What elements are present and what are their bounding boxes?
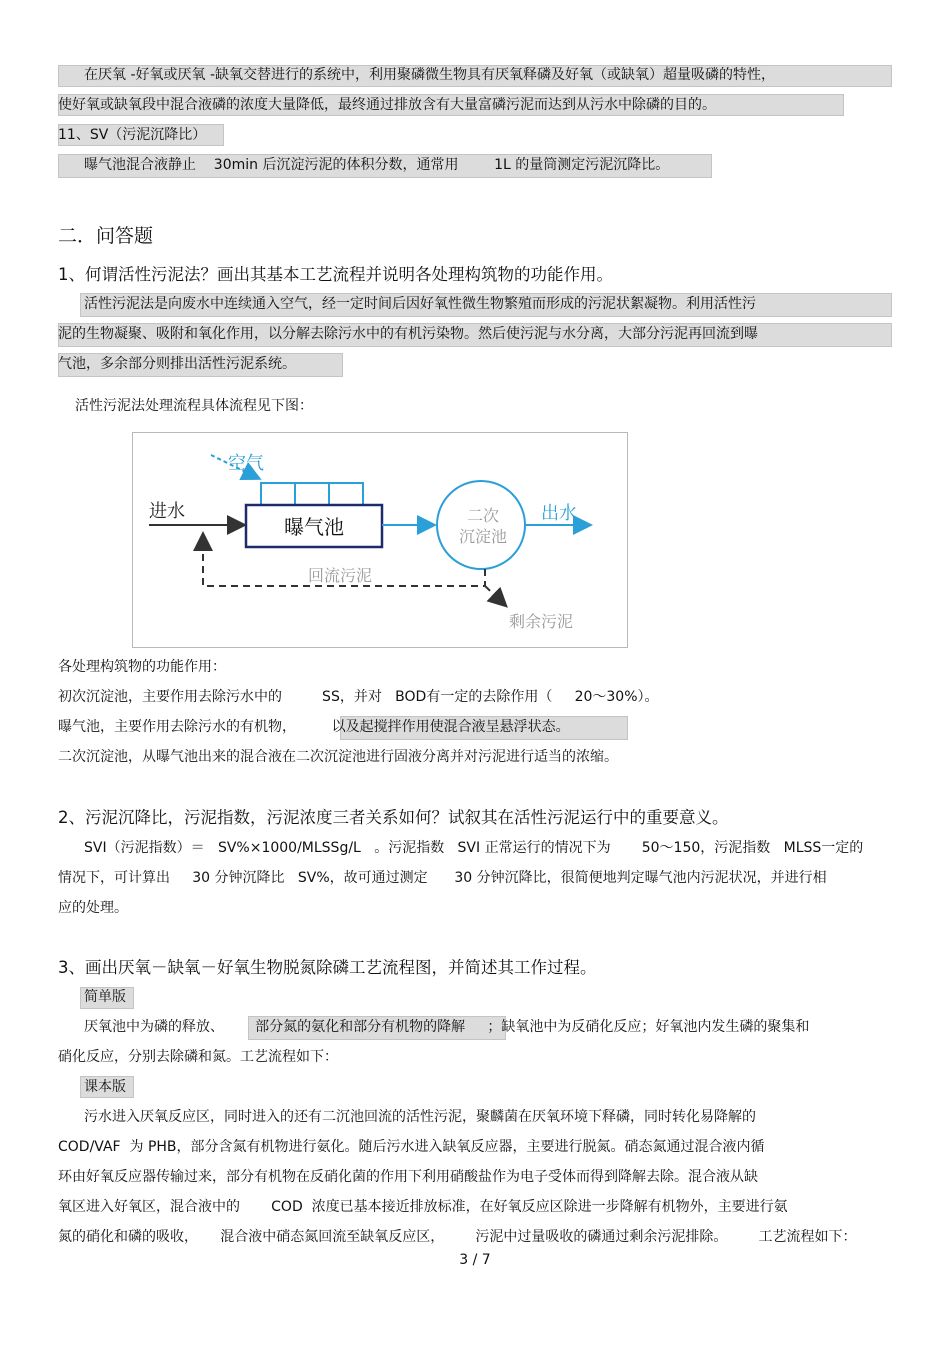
air-diffusers [261, 483, 363, 505]
flow-intro: 活性污泥法处理流程具体流程见下图： [75, 398, 313, 414]
function-highlight: 以及起搅拌作用使混合液呈悬浮状态。 [331, 719, 570, 735]
function-text: 曝气池，主要作用去除污水的有机物， [58, 719, 332, 735]
function-line: 二次沉淀池，从曝气池出来的混合液在二次沉淀池进行固液分离并对污泥进行适当的浓缩。 [58, 749, 618, 765]
answer-text: ；缺氧池中为反硝化反应；好氧池内发生磷的聚集和 [487, 1019, 810, 1035]
answer-line: 污水进入厌氧反应区，同时进入的还有二沉池回流的活性污泥，聚麟菌在厌氧环境下释磷，同时转化易降解的 [84, 1109, 756, 1125]
aeration-tank-label: 曝气池 [284, 515, 344, 539]
question-title: 3、画出厌氧－缺氧－好氧生物脱氮除磷工艺流程图，并简述其工作过程。 [58, 958, 597, 977]
definition-line: 在厌氧 -好氧或厌氧 -缺氧交替进行的系统中，利用聚磷微生物具有厌氧释磷及好氧（或缺氧）超量吸磷的特性， [84, 67, 776, 83]
answer-highlight: 部分氮的氨化和部分有机物的降解 [255, 1019, 488, 1035]
secondary-clarifier-label-2: 沉淀池 [458, 527, 508, 546]
answer-line: 环由好氧反应器传输过来，部分有机物在反硝化菌的作用下利用硝酸盐作为电子受体而得到降解去除。混合液从缺 [58, 1169, 758, 1185]
answer-text: 厌氧池中为磷的释放、 [84, 1019, 256, 1035]
excess-sludge-label: 剩余污泥 [509, 612, 574, 631]
answer-line: 泥的生物凝聚、吸附和氧化作用，以分解去除污水中的有机污染物。然后使污泥与水分离，大部分污泥再回流到曝 [58, 326, 758, 342]
function-title: 各处理构筑物的功能作用： [58, 659, 226, 675]
section-title: 二．问答题 [58, 225, 154, 247]
version-label: 简单版 [84, 989, 126, 1005]
answer-line: 氧区进入好氧区，混合液中的 COD 浓度已基本接近排放标准，在好氧反应区除进一步降解有机物外，主要进行氨 [58, 1199, 788, 1215]
activated-sludge-flow-diagram [132, 432, 628, 648]
answer-line: 情况下，可计算出 30 分钟沉降比 SV%，故可通过测定 30 分钟沉降比，很简便地判定曝气池内污泥状况，并进行相 [58, 870, 827, 886]
function-line: 初次沉淀池，主要作用去除污水中的 SS，并对 BOD有一定的去除作用（ 20～30%）。 [58, 689, 659, 705]
return-sludge-label: 回流污泥 [308, 566, 373, 585]
air-label: 空气 [228, 453, 264, 474]
answer-line: SVI（污泥指数）＝ SV%×1000/MLSSg/L 。污泥指数 SVI 正常运行的情况下为 50～150，污泥指数 MLSS一定的 [84, 840, 864, 856]
excess-sludge-line [485, 586, 505, 605]
function-line [58, 717, 570, 737]
outflow-label: 出水 [541, 503, 577, 524]
page-number: 3 / 7 [459, 1252, 491, 1268]
answer-line [84, 1017, 809, 1037]
answer-line: 应的处理。 [58, 900, 128, 916]
answer-line: 气池，多余部分则排出活性污泥系统。 [58, 356, 296, 372]
answer-line: 活性污泥法是向废水中连续通入空气，经一定时间后因好氧性微生物繁殖而形成的污泥状絮凝物。利用活性污 [84, 296, 756, 312]
term-title: 11、SV（污泥沉降比） [58, 127, 207, 143]
answer-line: 硝化反应，分别去除磷和氮。工艺流程如下： [58, 1049, 338, 1065]
inflow-label: 进水 [149, 501, 185, 522]
question-title: 1、何谓活性污泥法？画出其基本工艺流程并说明各处理构筑物的功能作用。 [58, 265, 613, 284]
secondary-clarifier-circle [437, 481, 525, 569]
secondary-clarifier-label-1: 二次 [466, 506, 500, 525]
version-label: 课本版 [84, 1079, 126, 1095]
definition-line: 使好氧或缺氧段中混合液磷的浓度大量降低，最终通过排放含有大量富磷污泥而达到从污水中除磷的目的。 [58, 97, 716, 113]
definition-line: 曝气池混合液静止 30min 后沉淀污泥的体积分数，通常用 1L 的量筒测定污泥沉降比。 [84, 157, 670, 173]
answer-line: COD/VAF 为 PHB，部分含氮有机物进行氨化。随后污水进入缺氧反应器，主要进行脱氮。硝态氮通过混合液内循 [58, 1139, 765, 1155]
answer-line: 氮的硝化和磷的吸收， 混合液中硝态氮回流至缺氧反应区， 污泥中过量吸收的磷通过剩余污泥排除。 工艺流程如下： [58, 1229, 857, 1245]
question-title: 2、污泥沉降比，污泥指数，污泥浓度三者关系如何？试叙其在活性污泥运行中的重要意义。 [58, 808, 729, 827]
